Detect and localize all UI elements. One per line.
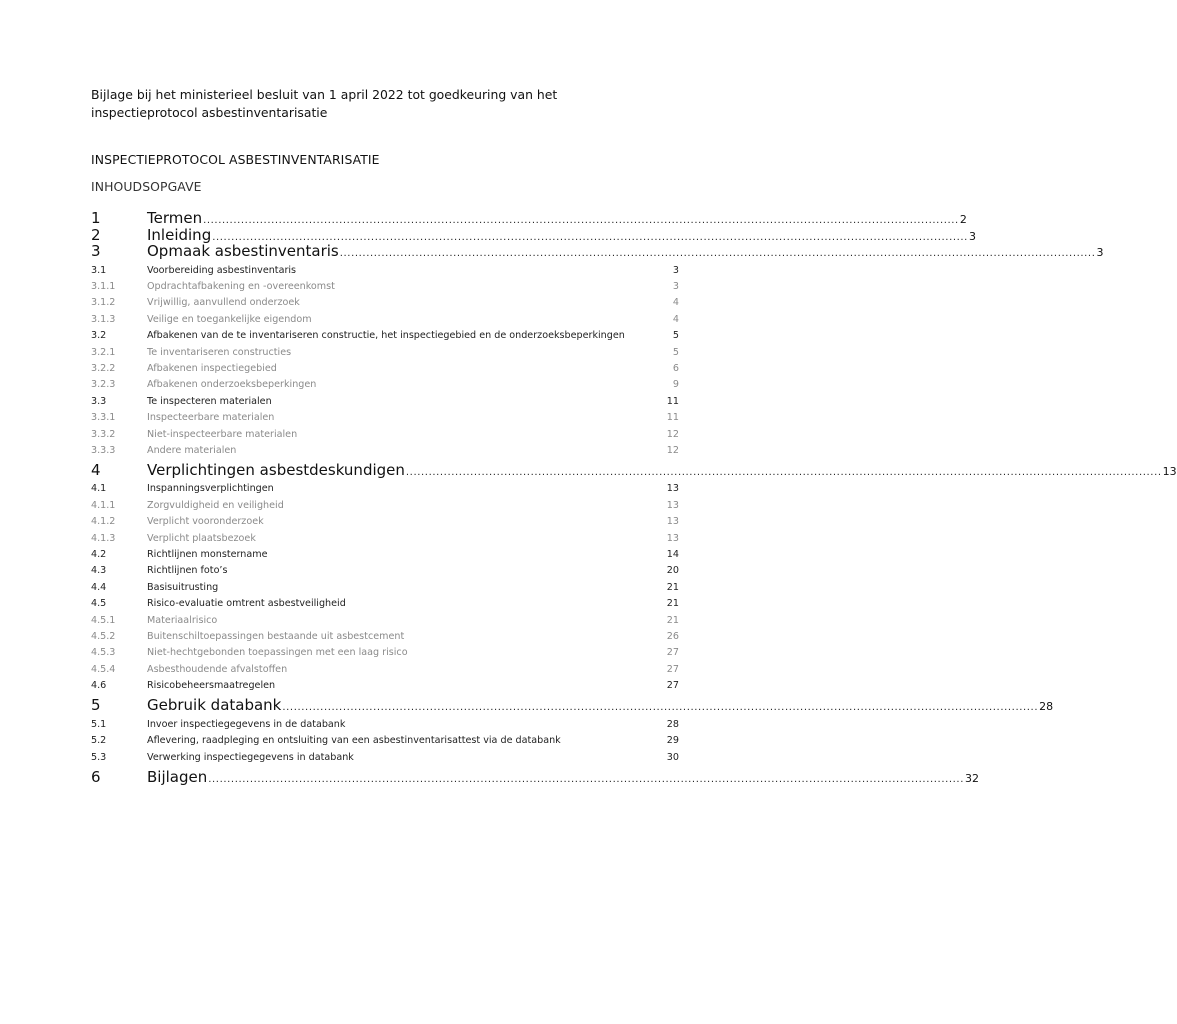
- toc-entry-title: Opdrachtafbakening en -overeenkomst: [147, 280, 335, 292]
- toc-entry-title: Richtlijnen foto’s: [147, 565, 228, 577]
- toc-entry-number: 3.1.1: [91, 280, 116, 292]
- toc-entry-number: 2: [91, 225, 101, 244]
- toc-entry-number: 4.1.1: [91, 499, 116, 511]
- toc-entry-number: 4.3: [91, 565, 107, 577]
- toc-entry-page: 28: [666, 718, 679, 730]
- toc-entry[interactable]: [91, 581, 679, 595]
- toc-entry-page: 30: [666, 751, 679, 763]
- toc-entry-page: 4: [672, 313, 679, 325]
- toc-entry-page: 27: [666, 647, 679, 659]
- toc-entry[interactable]: [91, 411, 679, 425]
- toc-entry[interactable]: [91, 482, 679, 496]
- toc-entry-number: 3.3.2: [91, 428, 116, 440]
- toc-entry-title: Afbakenen inspectiegebied: [147, 362, 277, 374]
- toc-entry[interactable]: [91, 767, 979, 786]
- toc-entry-page: 11: [666, 395, 679, 407]
- toc-entry-title: Niet-inspecteerbare materialen: [147, 428, 298, 440]
- toc-entry-number: 3.2.2: [91, 362, 116, 374]
- toc-entry-page: 13: [1162, 464, 1177, 478]
- toc-entry-title: Te inspecteren materialen: [147, 395, 272, 407]
- toc-entry-title: Veilige en toegankelijke eigendom: [147, 313, 312, 325]
- toc-entry-title: Inspecteerbare materialen: [147, 412, 275, 424]
- toc-entry-number: 4.5: [91, 598, 107, 610]
- toc-entry-page: 13: [666, 499, 679, 511]
- toc-entry-number: 5: [91, 696, 101, 715]
- toc-entry-page: 13: [666, 516, 679, 528]
- toc-entry-page: 5: [672, 330, 679, 342]
- toc-entry-page: 4: [672, 297, 679, 309]
- toc-entry-number: 4.2: [91, 549, 107, 560]
- toc-entry[interactable]: [91, 225, 976, 244]
- toc-entry[interactable]: [91, 264, 679, 278]
- toc-entry-title: Gebruik databank: [147, 696, 282, 715]
- toc-entry[interactable]: [91, 460, 1177, 479]
- toc-entry-number: 4.6: [91, 680, 107, 692]
- toc-entry-number: 1: [91, 209, 101, 227]
- toc-entry-page: 32: [965, 771, 979, 785]
- dot-leader: ........................................................................................................................................................................................................: [339, 248, 1096, 259]
- toc-entry[interactable]: [91, 395, 679, 409]
- toc-heading: INHOUDSOPGAVE: [91, 179, 202, 194]
- toc-entry-title: Voorbereiding asbestinventaris: [147, 264, 297, 276]
- toc-entry-title: Bijlagen: [147, 767, 208, 786]
- toc-entry[interactable]: [91, 614, 679, 628]
- toc-entry-number: 4.5.3: [91, 647, 116, 659]
- toc-entry-title: Inleiding: [147, 225, 212, 244]
- toc-entry-title: Verwerking inspectiegegevens in databank: [147, 751, 354, 763]
- toc-entry-title: Risicobeheersmaatregelen: [147, 680, 276, 692]
- toc-entry-page: 12: [666, 444, 679, 456]
- toc-entry-number: 4: [91, 460, 101, 479]
- toc-entry[interactable]: [91, 548, 679, 562]
- dot-leader: ........................................................................................................................................................................................................: [282, 702, 1039, 714]
- toc-entry-title: Invoer inspectiegegevens in de databank: [147, 718, 346, 730]
- toc-entry-title: Opmaak asbestinventaris: [147, 242, 339, 260]
- toc-entry-page: 21: [666, 598, 679, 610]
- toc-entry-number: 4.5.1: [91, 614, 116, 626]
- toc-entry-number: 6: [91, 767, 101, 786]
- toc-entry-title: Niet-hechtgebonden toepassingen met een laag risico: [147, 647, 408, 659]
- toc-entry[interactable]: [91, 242, 1104, 260]
- toc-entry-number: 4.1.3: [91, 532, 116, 544]
- toc-entry-number: 4.5.4: [91, 663, 116, 675]
- toc-entry-number: 4.1: [91, 483, 107, 495]
- toc-entry[interactable]: [91, 362, 679, 376]
- toc-entry[interactable]: [91, 280, 679, 294]
- toc-entry-number: 4.4: [91, 581, 107, 593]
- toc-entry-number: 5.2: [91, 735, 107, 747]
- toc-entry-page: 12: [666, 428, 679, 440]
- toc-entry-number: 3.1.3: [91, 313, 116, 325]
- toc-entry-title: Verplicht vooronderzoek: [147, 516, 264, 528]
- toc-entry-page: 13: [666, 483, 679, 495]
- dot-leader: ........................................................................................................................................................................................................: [208, 773, 964, 785]
- toc-entry-title: Materiaalrisico: [147, 614, 218, 626]
- toc-entry-page: 3: [672, 280, 679, 292]
- toc-entry-number: 3.3.1: [91, 412, 116, 424]
- toc-entry-title: Asbesthoudende afvalstoffen: [147, 663, 288, 675]
- toc-entry-title: Basisuitrusting: [147, 581, 219, 593]
- document-title: INSPECTIEPROTOCOL ASBESTINVENTARISATIE: [91, 152, 380, 167]
- toc-entry-page: 13: [666, 532, 679, 544]
- toc-entry-page: 5: [672, 346, 679, 358]
- toc-entry-number: 4.5.2: [91, 631, 116, 642]
- toc-entry-page: 26: [666, 631, 679, 642]
- toc-entry[interactable]: [91, 428, 679, 442]
- toc-entry[interactable]: [91, 329, 679, 343]
- toc-entry[interactable]: [91, 679, 679, 693]
- toc-entry[interactable]: [91, 663, 679, 677]
- toc-entry-page: 3: [1096, 246, 1104, 259]
- toc-entry[interactable]: [91, 444, 679, 458]
- toc-entry-title: Afbakenen van de te inventariseren constructie, het inspectiegebied en de onderzoeksbeperkingen: [147, 330, 625, 342]
- toc-entry[interactable]: [91, 597, 679, 611]
- toc-entry-page: 9: [672, 379, 679, 391]
- toc-entry[interactable]: [91, 296, 679, 310]
- toc-entry-number: 5.3: [91, 751, 107, 763]
- toc-entry[interactable]: [91, 646, 679, 660]
- toc-entry[interactable]: [91, 718, 679, 732]
- toc-entry[interactable]: [91, 346, 679, 360]
- toc-entry-title: Termen: [147, 209, 203, 227]
- toc-entry-title: Inspanningsverplichtingen: [147, 483, 274, 495]
- toc-entry[interactable]: [91, 564, 679, 578]
- toc-entry-page: 21: [666, 614, 679, 626]
- toc-entry-number: 3.2: [91, 330, 107, 342]
- toc-entry[interactable]: [91, 734, 679, 748]
- toc-entry-page: 2: [959, 213, 967, 226]
- toc-entry-page: 3: [672, 264, 679, 276]
- toc-entry-number: 3.3: [91, 395, 107, 407]
- dot-leader: ........................................................................................................................................................................................................: [203, 215, 959, 226]
- toc-entry-page: 6: [672, 362, 679, 374]
- toc-entry-page: 27: [666, 680, 679, 692]
- toc-entry[interactable]: [91, 515, 679, 529]
- toc-entry-page: 20: [666, 565, 679, 577]
- toc-entry-number: 3.1.2: [91, 297, 116, 309]
- toc-entry-number: 5.1: [91, 718, 107, 730]
- toc-entry-number: 3.3.3: [91, 444, 116, 456]
- toc-entry[interactable]: [91, 751, 679, 765]
- toc-entry-title: Buitenschiltoepassingen bestaande uit asbestcement: [147, 631, 405, 642]
- toc-entry-number: 3: [91, 242, 101, 260]
- toc-entry-title: Afbakenen onderzoeksbeperkingen: [147, 379, 317, 391]
- toc-entry-number: 3.2.3: [91, 379, 116, 391]
- toc-entry-title: Zorgvuldigheid en veiligheid: [147, 499, 284, 511]
- toc-entry-number: 4.1.2: [91, 516, 116, 528]
- toc-entry-number: 3.1: [91, 264, 107, 276]
- toc-entry-title: Risico-evaluatie omtrent asbestveiligheid: [147, 598, 346, 610]
- toc-entry-page: 28: [1039, 700, 1054, 714]
- toc-entry-title: Richtlijnen monstername: [147, 549, 268, 560]
- toc-entry-title: Aflevering, raadpleging en ontsluiting van een asbestinventarisattest via de databank: [147, 735, 561, 747]
- toc-entry[interactable]: [91, 630, 679, 644]
- toc-entry-title: Vrijwillig, aanvullend onderzoek: [147, 297, 300, 309]
- toc-entry-title: Te inventariseren constructies: [147, 346, 292, 358]
- toc-entry-page: 27: [666, 663, 679, 675]
- toc-entry[interactable]: [91, 209, 967, 227]
- toc-entry-title: Andere materialen: [147, 444, 237, 456]
- toc-entry-title: Verplichtingen asbestdeskundigen: [147, 460, 405, 479]
- toc-entry-page: 29: [666, 735, 679, 747]
- intro-text: Bijlage bij het ministerieel besluit van 1 april 2022 tot goedkeuring van het inspectieprotocol asbestinventarisatie: [91, 87, 558, 120]
- toc-entry[interactable]: [91, 696, 1054, 715]
- toc-entry-title: Verplicht plaatsbezoek: [147, 532, 256, 544]
- toc-entry-page: 3: [968, 229, 976, 243]
- toc-entry-page: 11: [666, 412, 679, 424]
- toc-entry-page: 14: [666, 549, 679, 560]
- toc-entry-page: 21: [666, 581, 679, 593]
- toc-entry[interactable]: [91, 532, 679, 546]
- toc-entry[interactable]: [91, 378, 679, 392]
- toc-entry[interactable]: [91, 313, 679, 327]
- toc-entry[interactable]: [91, 499, 679, 513]
- toc-entry-number: 3.2.1: [91, 346, 116, 358]
- dot-leader: ........................................................................................................................................................................................................: [212, 231, 968, 243]
- dot-leader: ........................................................................................................................................................................................................: [405, 466, 1162, 478]
